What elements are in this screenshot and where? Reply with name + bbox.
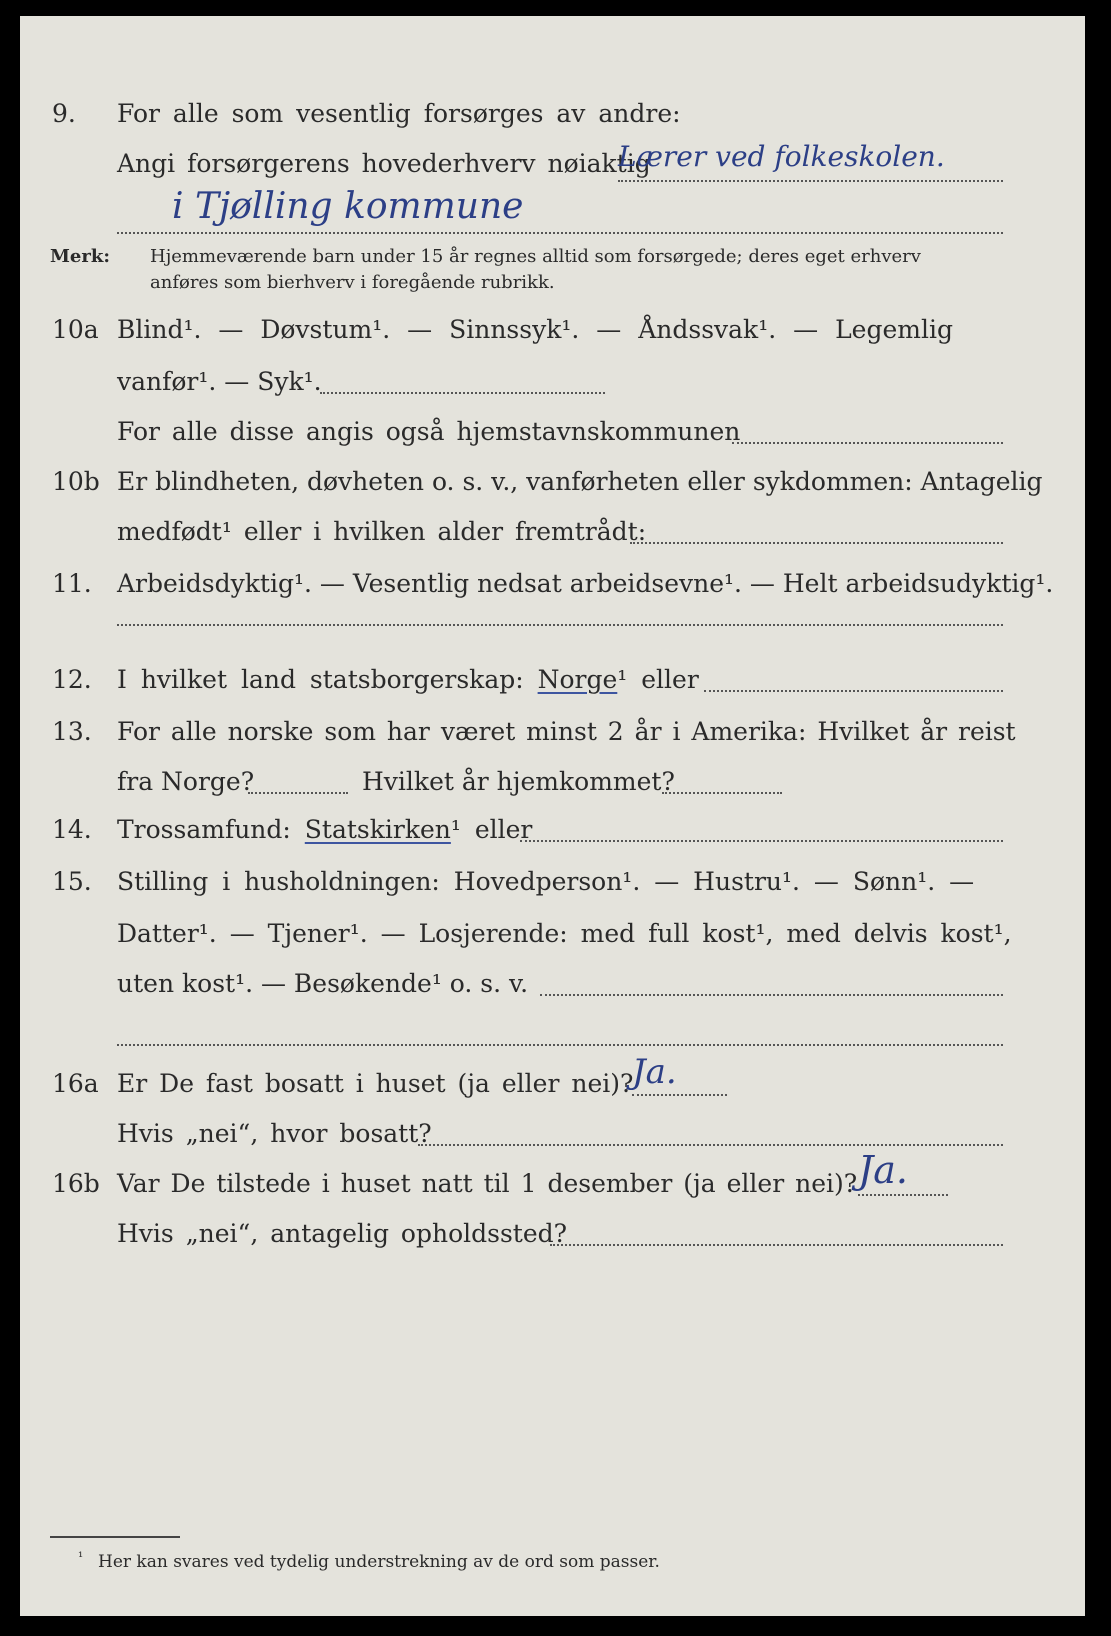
- question-number: 12.: [52, 665, 92, 694]
- answer-line: [117, 232, 1003, 234]
- question-text: For alle som vesentlig forsørges av andre:: [117, 99, 681, 128]
- note-text: Hjemmeværende barn under 15 år regnes alltid som forsørgede; deres eget erhverv: [150, 246, 921, 267]
- answer-line: [248, 792, 348, 794]
- question-number: 10b: [52, 467, 100, 496]
- underlined-answer: Norge: [537, 665, 618, 694]
- question-text: vanfør¹. — Syk¹.: [117, 367, 322, 396]
- footnote-mark: ¹: [78, 1550, 84, 1565]
- question-number: 16b: [52, 1169, 100, 1198]
- handwritten-answer: i Tjølling kommune: [172, 186, 524, 227]
- handwritten-answer: Ja.: [632, 1052, 677, 1092]
- question-text: ¹ eller: [617, 665, 699, 694]
- question-text: ¹ eller: [450, 815, 533, 844]
- question-text: Hvilket år hjemkommet?: [362, 767, 675, 796]
- handwritten-answer: Lærer ved folkeskolen.: [618, 140, 945, 173]
- question-number: 15.: [52, 867, 92, 896]
- question-text: Trossamfund:: [117, 815, 291, 844]
- question-text: For alle norske som har været minst 2 år i Amerika: Hvilket år reist: [117, 717, 1016, 746]
- question-text: Er De fast bosatt i huset (ja eller nei)?: [117, 1069, 634, 1098]
- note-label: Merk:: [50, 246, 110, 267]
- underlined-answer: Statskirken: [304, 815, 451, 844]
- question-text: Hvis „nei“, antagelig opholdssted?: [117, 1219, 568, 1248]
- footnote-divider: [50, 1536, 180, 1538]
- question-number: 13.: [52, 717, 92, 746]
- question-text: medfødt¹ eller i hvilken alder fremtrådt:: [117, 517, 647, 546]
- answer-line: [858, 1194, 948, 1196]
- question-text: Stilling i husholdningen: Hovedperson¹. — Hustru¹. — Sønn¹. —: [117, 867, 975, 896]
- answer-line: [117, 1044, 1003, 1046]
- answer-line: [632, 1094, 727, 1096]
- question-number: 10a: [52, 315, 99, 344]
- question-text: Hvis „nei“, hvor bosatt?: [117, 1119, 432, 1148]
- answer-line: [732, 442, 1003, 444]
- question-text: For alle disse angis også hjemstavnskommunen: [117, 417, 741, 446]
- answer-line: [418, 1144, 1003, 1146]
- question-text: uten kost¹. — Besøkende¹ o. s. v.: [117, 969, 529, 998]
- answer-line: [662, 792, 782, 794]
- answer-line: [320, 392, 605, 394]
- question-text: I hvilket land statsborgerskap:: [117, 665, 524, 694]
- question-text: Blind¹. — Døvstum¹. — Sinnssyk¹. — Åndssvak¹. — Legemlig: [117, 315, 953, 344]
- answer-line: [704, 690, 1003, 692]
- answer-line: [630, 542, 1003, 544]
- footnote-text: Her kan svares ved tydelig understrekning av de ord som passer.: [98, 1552, 660, 1572]
- question-text: Arbeidsdyktig¹. — Vesentlig nedsat arbeidsevne¹. — Helt arbeidsudyktig¹.: [117, 569, 1054, 598]
- answer-line: [550, 1244, 1003, 1246]
- question-number: 16a: [52, 1069, 99, 1098]
- answer-line: [520, 840, 1003, 842]
- note-text: anføres som bierhverv i foregående rubrikk.: [150, 272, 555, 293]
- question-number: 14.: [52, 815, 92, 844]
- question-text: Datter¹. — Tjener¹. — Losjerende: med full kost¹, med delvis kost¹,: [117, 919, 1012, 948]
- answer-line: [618, 180, 1003, 182]
- question-text: Angi forsørgerens hovederhverv nøiaktig: [117, 149, 651, 178]
- census-form-page: [20, 16, 1085, 1616]
- answer-line: [117, 624, 1003, 626]
- question-number: 11.: [52, 569, 92, 598]
- question-text: fra Norge?: [117, 767, 255, 796]
- question-number: 9.: [52, 99, 76, 128]
- answer-line: [540, 994, 1003, 996]
- question-text: Er blindheten, døvheten o. s. v., vanførheten eller sykdommen: Antagelig: [117, 467, 1043, 496]
- handwritten-answer: Ja.: [858, 1148, 908, 1192]
- question-text: Var De tilstede i huset natt til 1 desember (ja eller nei)?: [117, 1169, 858, 1198]
